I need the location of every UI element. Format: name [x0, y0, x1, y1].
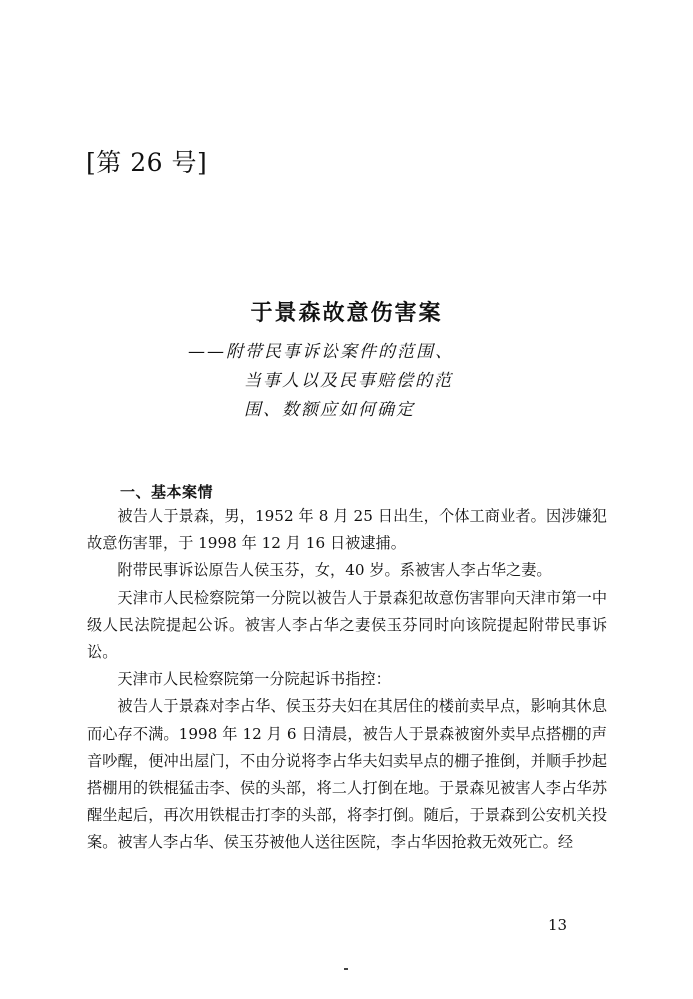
paragraph: 被告人于景森对李占华、侯玉芬夫妇在其居住的楼前卖早点，影响其休息而心存不满。1998 年 12 月 6 日清晨，被告人于景森被窗外卖早点搭棚的声音吵醒，便冲出屋门，不由分说将李占华夫妇卖早点的棚子推倒，并顺手抄起搭棚用的铁棍猛击李、侯的头部，将二人打倒在地。于景森见被害人李占华苏醒坐起后，再次用铁棍击打李的头部，将李打倒。随后，于景森到公安机关投案。被害人李占华、侯玉芬被他人送往医院，李占华因抢救无效死亡。经 — [87, 697, 607, 852]
scan-speck — [344, 968, 348, 970]
body-text — [87, 503, 607, 857]
subtitle-line-2: 当事人以及民事赔偿的范 — [244, 371, 453, 391]
subtitle-line-1: ——附带民事诉讼案件的范围、 — [188, 342, 454, 362]
paragraph: 附带民事诉讼原告人侯玉芬，女，40 岁。系被害人李占华之妻。 — [117, 561, 552, 580]
paragraph: 被告人于景森，男，1952 年 8 月 25 日出生，个体工商业者。因涉嫌犯故意伤害罪，于 1998 年 12 月 16 日被逮捕。 — [87, 507, 607, 553]
page-number: 13 — [548, 916, 568, 934]
case-subtitle — [188, 338, 454, 425]
case-title: 于景森故意伤害案 — [250, 300, 443, 326]
section-heading: 一、基本案情 — [120, 483, 214, 501]
case-number: [第 26 号] — [86, 148, 208, 177]
subtitle-line-3: 围、数额应如何确定 — [244, 400, 415, 420]
paragraph: 天津市人民检察院第一分院以被告人于景森犯故意伤害罪向天津市第一中级人民法院提起公诉。被害人李占华之妻侯玉芬同时向该院提起附带民事诉讼。 — [87, 588, 607, 662]
paragraph: 天津市人民检察院第一分院起诉书指控： — [117, 670, 391, 689]
